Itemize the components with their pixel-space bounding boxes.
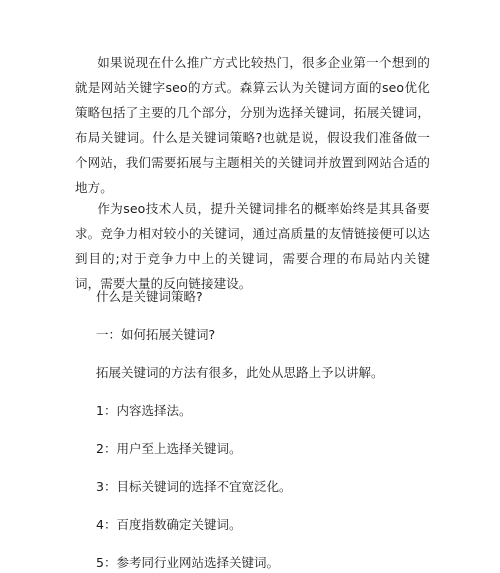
list-item: 4：百度指数确定关键词。 xyxy=(96,517,242,532)
paragraph-intro xyxy=(75,50,430,200)
list-item: 5：参考同行业网站选择关键词。 xyxy=(96,555,279,570)
expand-intro: 拓展关键词的方法有很多，此处从思路上予以讲解。 xyxy=(96,365,384,380)
heading-keyword-strategy: 什么是关键词策略? xyxy=(96,289,203,304)
list-item: 1：内容选择法。 xyxy=(96,403,192,418)
heading-expand-keywords: 一：如何拓展关键词? xyxy=(96,327,216,342)
paragraph-seo-role xyxy=(75,196,430,296)
list-item: 3：目标关键词的选择不宜宽泛化。 xyxy=(96,479,292,494)
list-item: 2：用户至上选择关键词。 xyxy=(96,441,242,456)
paragraph-intro-text: 如果说现在什么推广方式比较热门，很多企业第一个想到的就是网站关键字seo的方式。森算云认为关键词方面的seo优化策略包括了主要的几个部分，分别为选择关键词，拓展关键词，布局关键词。什么是关键词策略?也就是说，假设我们准备做一个网站，我们需要拓展与主题相关的关键词并放置到网站合适的地方。 xyxy=(75,55,430,195)
paragraph-seo-role-text: 作为seo技术人员，提升关键词排名的概率始终是其具备要求。竞争力相对较小的关键词，通过高质量的友情链接便可以达到目的;对于竞争力中上的关键词，需要合理的布局站内关键词，需要大量的反向链接建设。 xyxy=(75,201,430,291)
